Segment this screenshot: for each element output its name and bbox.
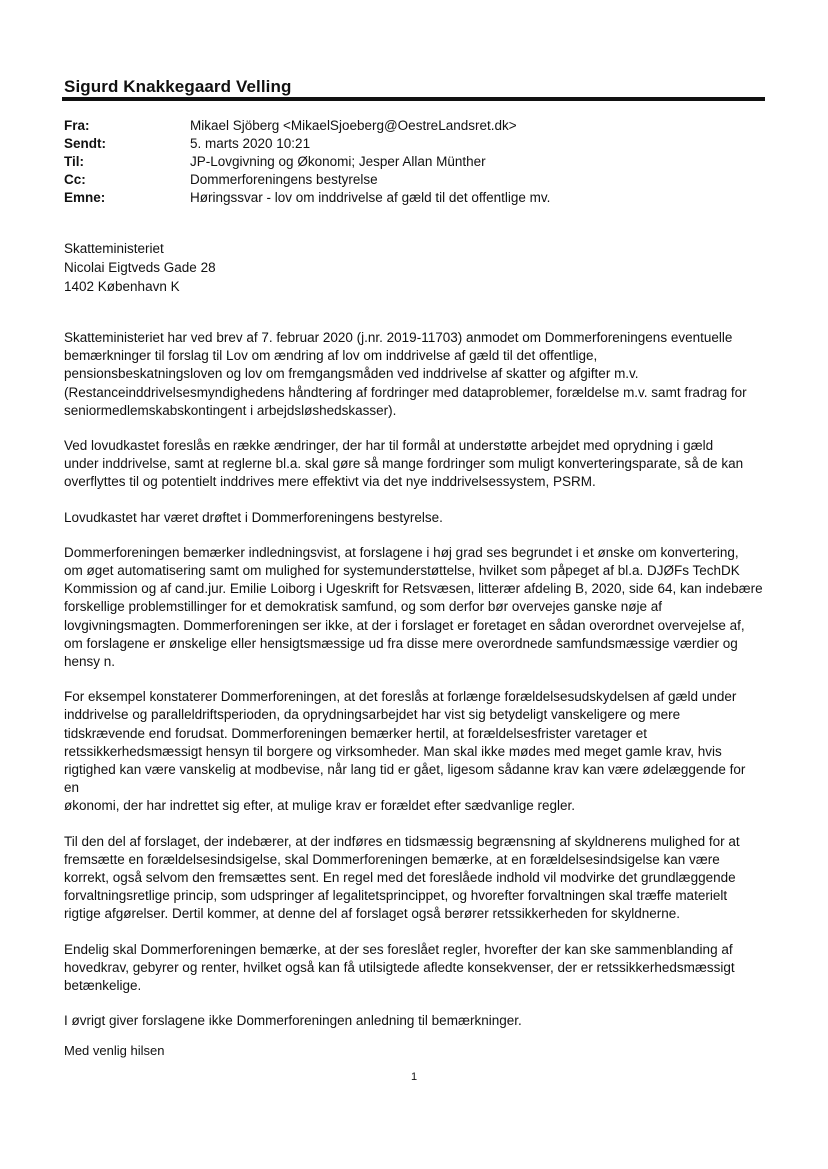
meta-row-sent: [64, 135, 764, 153]
body-paragraph: Skatteministeriet har ved brev af 7. februar 2020 (j.nr. 2019-11703) anmodet om Dommerforeningens eventuelle bemærkninger til forslag til Lov om ændring af lov om inddrivelse af gæld til det offentlige, pensionsbeskatningsloven og lov om fremgangsmåden ved inddrivelse af skatter og afgifter m.v. (Restanceinddrivelsesmyndighedens håndtering af fordringer med dataproblemer, forældelse m.v. samt fradrag for seniormedlemskabskontingent i arbejdsløshedskasser).: [64, 330, 747, 418]
meta-label: Til:: [64, 154, 84, 169]
meta-label: Emne:: [64, 190, 106, 205]
body-paragraph: I øvrigt giver forslagene ikke Dommerforeningen anledning til bemærkninger.: [64, 1013, 522, 1029]
letter-body: [64, 329, 764, 1048]
signoff: Med venlig hilsen: [64, 1043, 165, 1058]
meta-value: Høringssvar - lov om inddrivelse af gæld til det offentlige mv.: [190, 190, 551, 205]
meta-value: Dommerforeningens bestyrelse: [190, 172, 378, 187]
body-paragraph: Lovudkastet har været drøftet i Dommerforeningens bestyrelse.: [64, 509, 443, 525]
page-number: 1: [410, 1071, 418, 1083]
meta-label: Fra:: [64, 118, 90, 133]
meta-value: Mikael Sjöberg <MikaelSjoeberg@OestreLandsret.dk>: [190, 118, 517, 133]
header-rule: [62, 97, 765, 101]
address-line: Nicolai Eigtveds Gade 28: [64, 260, 216, 275]
meta-label: Cc:: [64, 172, 86, 187]
meta-row-from: [64, 117, 764, 135]
meta-row-subject: [64, 189, 764, 207]
body-paragraph: Dommerforeningen bemærker indledningsvist, at forslagene i høj grad ses begrundet i et ønske om konvertering, om øget automatisering samt om mulighed for systemunderstøttelse, hvilket som påpeget af bl.a. DJØFs TechDK Kommission og af cand.jur. Emilie Loiborg i Ugeskrift for Retsvæsen, litterær afdeling B, 2020, side 64, kan indebære forskellige problemstillinger for et demokratisk samfund, og som derfor bør overvejes ganske nøje af lovgivningsmagten. Dommerforeningen ser ikke, at der i forslaget er foretaget en sådan overordnet overvejelse af, om forslagene er ønskelige eller hensigtsmæssige ud fra disse mere overordnede samfundsmæssige værdier og hensy n.: [64, 544, 763, 670]
email-header: [64, 117, 764, 207]
body-paragraph: Til den del af forslaget, der indebærer, at der indføres en tidsmæssig begrænsning af skyldnerens mulighed for at fremsætte en forældelsesindsigelse, skal Dommerforeningen bemærke, at en forældelsesindsigelse kan være korrekt, også selvom den fremsættes sent. En regel med det foreslåede indhold vil modvirke det grundlæggende forvaltningsretlige princip, som udspringer af legalitetsprincippet, og hvorefter forvaltningen skal træffe materielt rigtige afgørelser. Dertil kommer, at denne del af forslaget også berører retssikkerheden for skyldnerne.: [64, 833, 740, 922]
body-paragraph: Endelig skal Dommerforeningen bemærke, at der ses foreslået regler, hvorefter der kan ske sammenblanding af hovedkrav, gebyrer og renter, hvilket også kan få utilsigtede afledte konsekvenser, der er retssikkerhedsmæssigt betænkelige.: [64, 941, 735, 994]
address-line: Skatteministeriet: [64, 241, 164, 256]
meta-value: JP-Lovgivning og Økonomi; Jesper Allan Münther: [190, 154, 486, 169]
meta-value: 5. marts 2020 10:21: [190, 136, 311, 151]
meta-row-cc: [64, 171, 764, 189]
recipient-address: [64, 239, 216, 296]
body-paragraph: Ved lovudkastet foreslås en række ændringer, der har til formål at understøtte arbejdet med oprydning i gæld under inddrivelse, samt at reglerne bl.a. skal gøre så mange fordringer som muligt konverteringsparate, så de kan overflyttes til og potentielt inddrives mere effektivt via det nye inddrivelsessystem, PSRM.: [64, 438, 744, 490]
body-paragraph: For eksempel konstaterer Dommerforeningen, at det foreslås at forlænge forældelsesudskydelsen af gæld under inddrivelse og paralleldriftsperioden, da oprydningsarbejdet har vist sig betydeligt vanskeligere og mere tidskrævende end forudsat. Dommerforeningen bemærker hertil, at forældelsesfrister varetager et retssikkerhedsmæssigt hensyn til borgere og virksomheder. Man skal ikke mødes med meget gamle krav, hvis rigtighed kan være vanskelig at modbevise, når lang tid er gået, ligesom sådanne krav kan være ødelæggende for en økonomi, der har indrettet sig efter, at mulige krav er forældet efter sædvanlige regler.: [64, 689, 746, 814]
meta-label: Sendt:: [64, 136, 106, 151]
address-line: 1402 København K: [64, 279, 180, 294]
sender-name: Sigurd Knakkegaard Velling: [64, 77, 292, 96]
meta-row-to: [64, 153, 764, 171]
